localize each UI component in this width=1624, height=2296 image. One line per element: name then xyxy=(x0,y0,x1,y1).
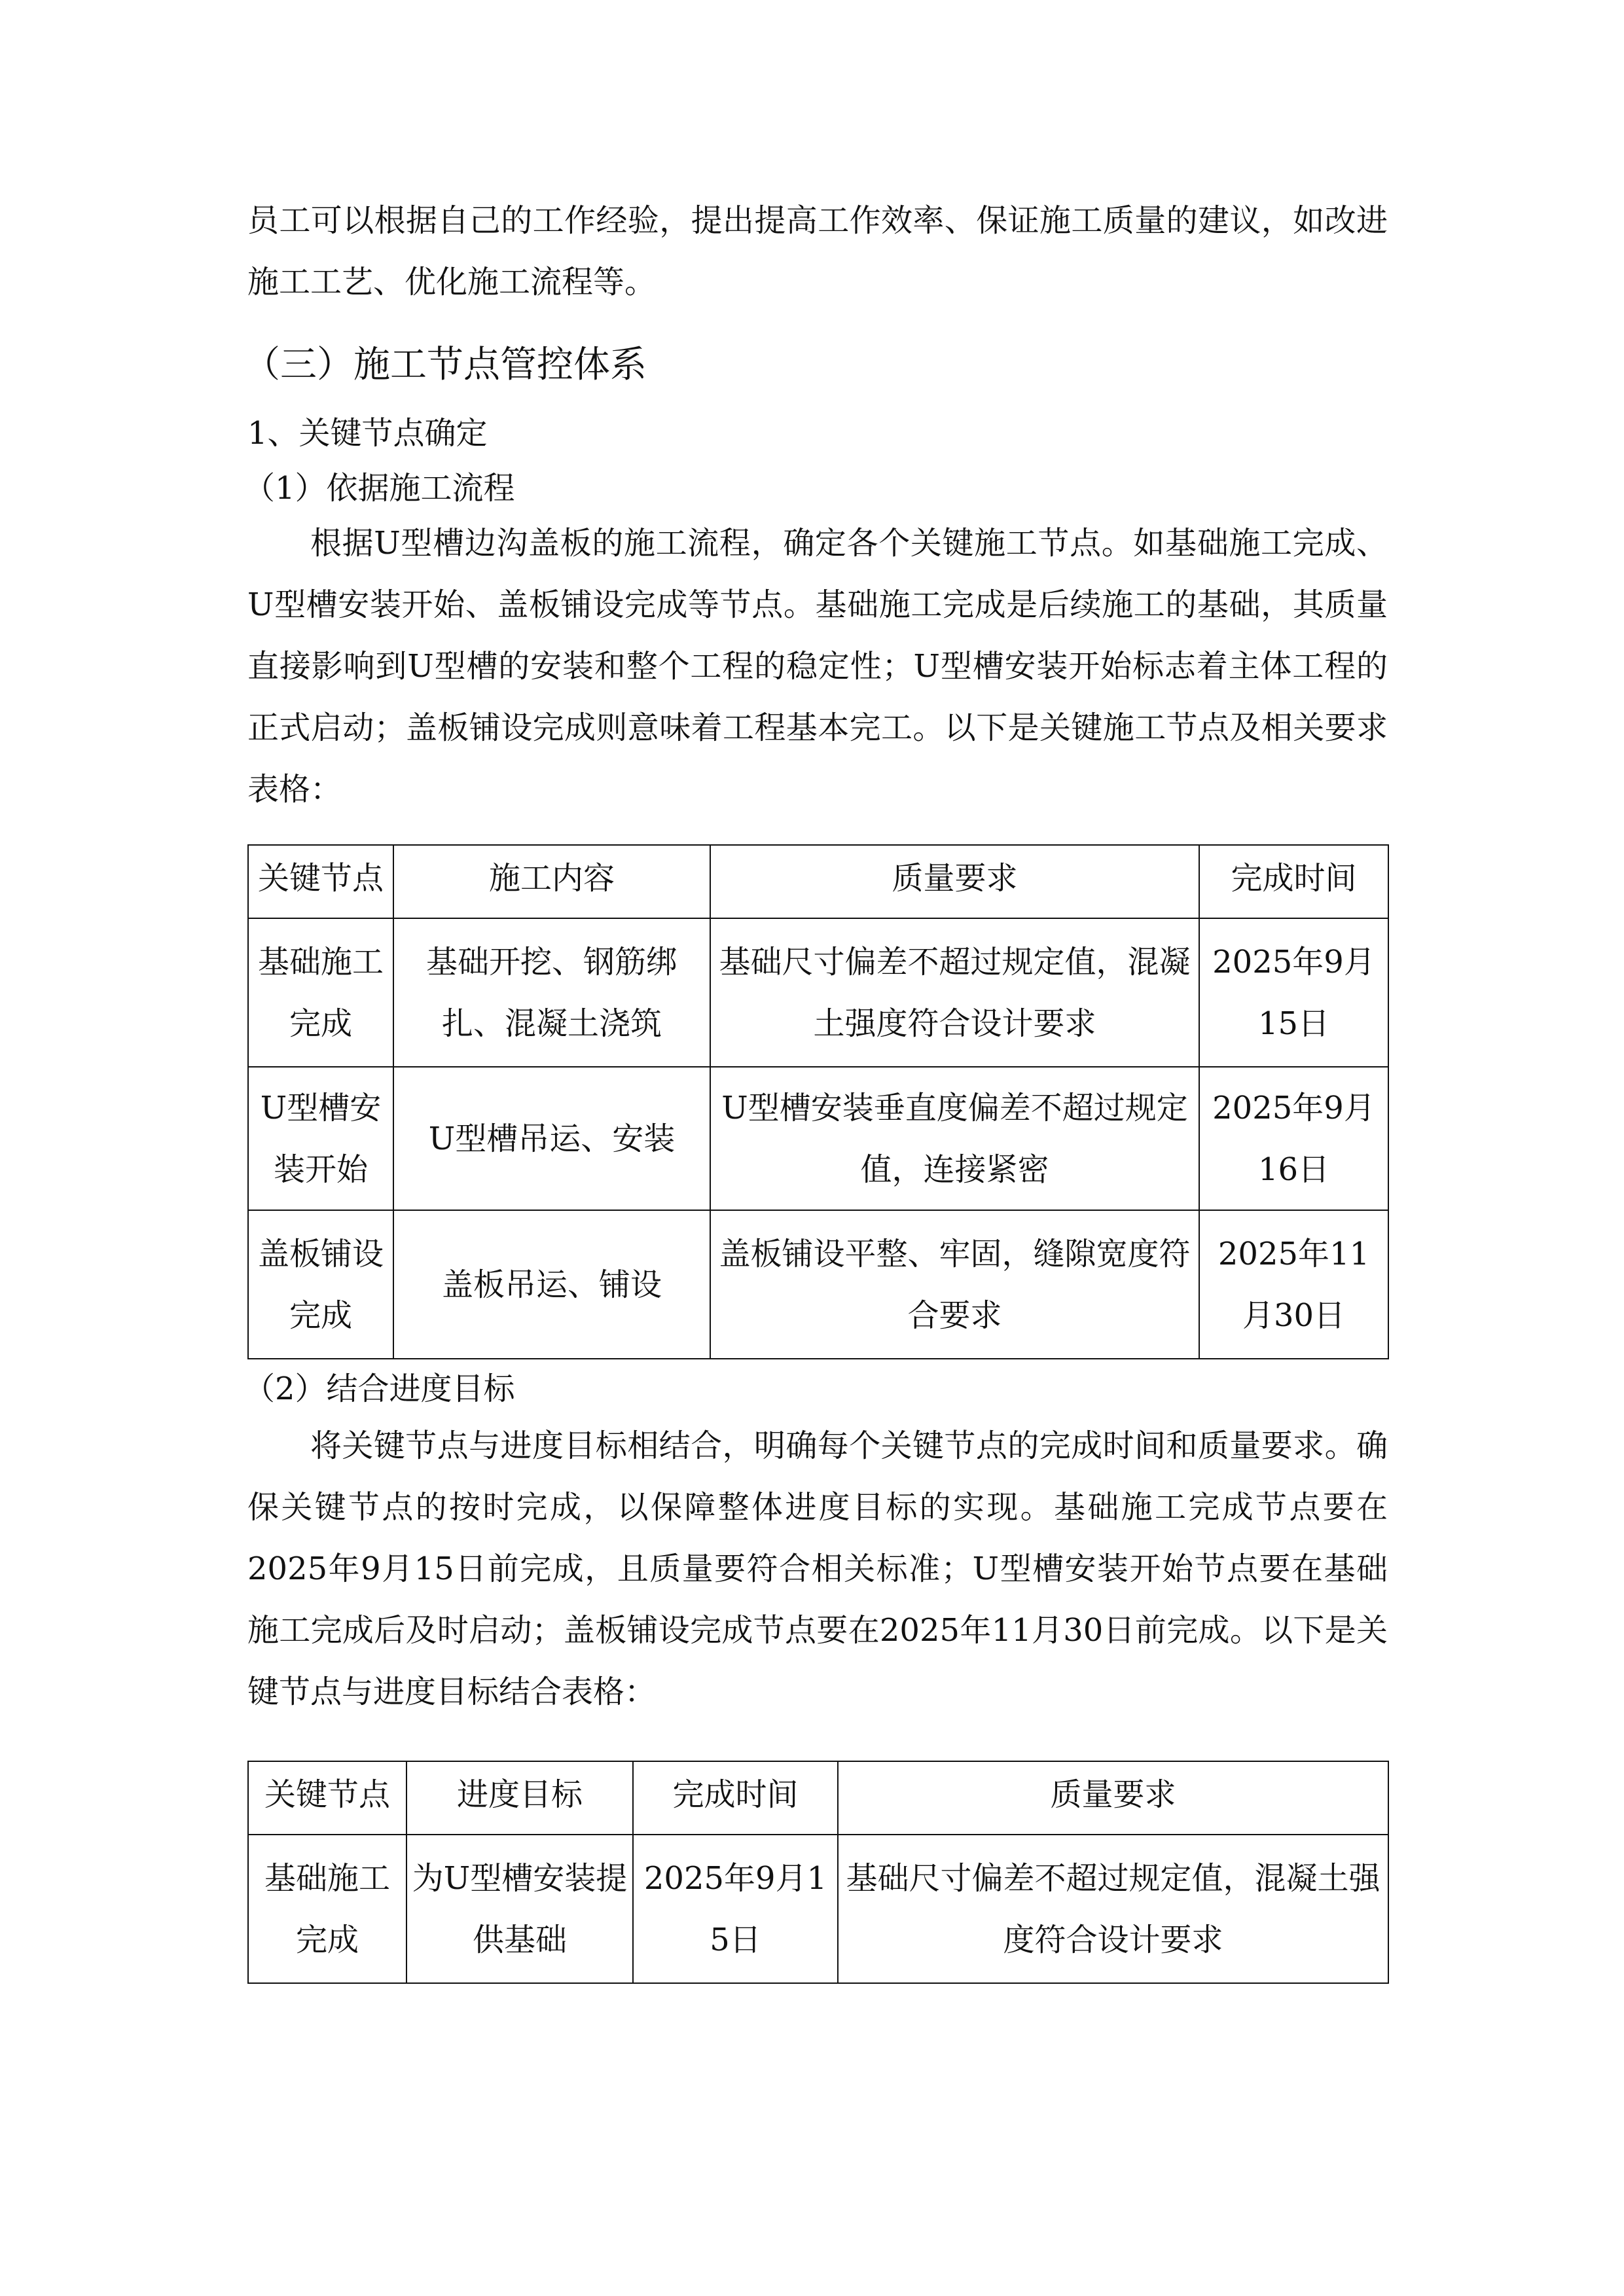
table-header-cell: 施工内容 xyxy=(393,845,710,918)
table-header-cell: 关键节点 xyxy=(248,845,393,918)
table-row xyxy=(248,1835,1388,1983)
table-row xyxy=(248,1067,1388,1210)
table-cell: 基础施工完成 xyxy=(248,918,393,1067)
section-heading: （三）施工节点管控体系 xyxy=(244,344,647,386)
table-header-row xyxy=(248,845,1388,918)
table-header-row xyxy=(248,1761,1388,1835)
table-cell: U型槽安装垂直度偏差不超过规定值，连接紧密 xyxy=(710,1067,1199,1210)
table-cell: 基础开挖、钢筋绑扎、混凝土浇筑 xyxy=(393,918,710,1067)
table-header-cell: 关键节点 xyxy=(248,1761,406,1835)
table-cell: 2025年9月15日 xyxy=(633,1835,838,1983)
sub-subsection-heading-2: （2）结合进度目标 xyxy=(244,1371,515,1407)
schedule-goals-table xyxy=(247,1761,1389,1984)
paragraph-schedule: 将关键节点与进度目标相结合，明确每个关键节点的完成时间和质量要求。确保关键节点的按时完成，以保障整体进度目标的实现。基础施工完成节点要在2025年9月15日前完成，且质量要符合相关标准；U型槽安装开始节点要在基础施工完成后及时启动；盖板铺设完成节点要在2025年11月30日前完成。以下是关键节点与进度目标结合表格： xyxy=(247,1427,1388,1710)
table-cell: 基础施工完成 xyxy=(248,1835,406,1983)
table-header-cell: 质量要求 xyxy=(838,1761,1388,1835)
table-cell: U型槽吊运、安装 xyxy=(393,1067,710,1210)
table-cell: 为U型槽安装提供基础 xyxy=(406,1835,633,1983)
table-row xyxy=(248,1210,1388,1359)
table-header-cell: 完成时间 xyxy=(633,1761,838,1835)
table-header-cell: 完成时间 xyxy=(1199,845,1388,918)
table-cell: 2025年9月16日 xyxy=(1199,1067,1388,1210)
paragraph-process: 根据U型槽边沟盖板的施工流程，确定各个关键施工节点。如基础施工完成、U型槽安装开始、盖板铺设完成等节点。基础施工完成是后续施工的基础，其质量直接影响到U型槽的安装和整个工程的稳定性；U型槽安装开始标志着主体工程的正式启动；盖板铺设完成则意味着工程基本完工。以下是关键施工节点及相关要求表格： xyxy=(247,525,1388,808)
table-header-cell: 质量要求 xyxy=(710,845,1199,918)
key-nodes-table xyxy=(247,844,1389,1359)
table-cell: 盖板铺设平整、牢固，缝隙宽度符合要求 xyxy=(710,1210,1199,1359)
table-cell: U型槽安装开始 xyxy=(248,1067,393,1210)
table-header-cell: 进度目标 xyxy=(406,1761,633,1835)
table-cell: 盖板铺设完成 xyxy=(248,1210,393,1359)
sub-subsection-heading-1: （1）依据施工流程 xyxy=(244,470,515,507)
table-row xyxy=(248,918,1388,1067)
table-cell: 基础尺寸偏差不超过规定值，混凝土强度符合设计要求 xyxy=(710,918,1199,1067)
intro-paragraph: 员工可以根据自己的工作经验，提出提高工作效率、保证施工质量的建议，如改进施工工艺、优化施工流程等。 xyxy=(247,202,1388,300)
table-cell: 盖板吊运、铺设 xyxy=(393,1210,710,1359)
subsection-heading: 1、关键节点确定 xyxy=(247,415,488,452)
table-cell: 2025年11月30日 xyxy=(1199,1210,1388,1359)
table-cell: 基础尺寸偏差不超过规定值，混凝土强度符合设计要求 xyxy=(838,1835,1388,1983)
table-cell: 2025年9月15日 xyxy=(1199,918,1388,1067)
